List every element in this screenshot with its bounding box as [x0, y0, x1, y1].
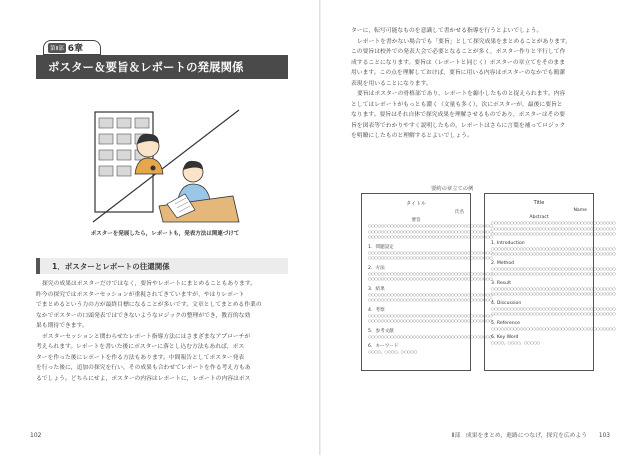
body-line: なります。要旨はそれ自体で探究成果を理解させるものであり，ポスターはその要 [351, 112, 566, 118]
left-body-text [36, 279, 288, 384]
body-line: でまとめるという力の方が最終目標になることが多いです。文章としてまとめる作業の [36, 302, 262, 308]
outline-section-heading: 5．参考文献 [368, 328, 394, 334]
placeholder-line: ○○○○○○○○○○○○○○○○○○○○○○○○○○○○○○○○○○○○○○○ [491, 291, 616, 296]
placeholder-line: ○○○○○○○○○○○○○○○○○○○○○○○○○○○○○○○○○○○○○○○ [491, 311, 616, 316]
outline-section-heading: 4．考察 [368, 307, 385, 313]
left-page-number: 102 [30, 432, 42, 439]
placeholder-line: ○○○○○○○○○○○○○○○○○○○○○○○○○○○○○○○○○○○○○○○ [491, 265, 616, 271]
placeholder-line: ○○○○○○○○○○○○○○○○○○○○○○○○○○○○○○○○○○○○○○○ [368, 249, 493, 255]
outline-author: 氏名 [454, 210, 464, 215]
section-title: 1．ポスターとレポートの往還関係 [52, 261, 170, 271]
running-footer [451, 430, 610, 439]
placeholder-line: ○○○○○○○○○○○○○○○○○○○○○○○○○○○○○○○○○○○○○○○ [368, 318, 493, 323]
left-page [0, 0, 319, 455]
placeholder-line: ○○○○○○○○○○○○○○○○○○○○○○○○○○○○○○○○○○○○○○○ [491, 285, 616, 291]
outline-section-heading: 5. Reference [491, 320, 520, 326]
body-line: 用います。この点を理解しておけば，要旨に用いる内容はポスターのなかでも簡潔 [351, 70, 566, 76]
body-line: 果も期待できます。 [36, 323, 88, 329]
placeholder-line: ○○○○○○○○○○○○○○○○○○○○○○○○○○○○○○○○○○○○○○○ [368, 255, 493, 260]
body-line: 探究の成果はポスターだけではなく，要旨やレポートにまとめることもあります。 [42, 281, 256, 287]
footer-part-text: Ⅱ部 成果をまとめ，進路につなげ，探究を広めよう [451, 433, 588, 439]
chapter-tab [43, 40, 101, 55]
right-body-text [351, 26, 613, 142]
placeholder-line: ○○○○○○○○○○○○○○○○○○○○○○○○○○○○○○○○○○○○○○○ [368, 228, 493, 234]
figure-caption: 要約の章立ての例 [431, 186, 474, 192]
chapter-part-label: 第Ⅱ部 [48, 43, 66, 53]
outline-section-heading: 3．結果 [368, 286, 385, 292]
english-report-outline [484, 193, 616, 371]
students-poster-illustration [93, 110, 239, 222]
body-line: なかでポスターの口頭発表ではできないようなロジックの整理ができ，教育的な効 [36, 312, 251, 319]
outline-section-heading: 6．キーワード [368, 344, 399, 349]
outline-section-heading: 6. Key Word [491, 335, 519, 340]
placeholder-line: ○○○○○○○○○○○○○○○○○○○○○○○○○○○○○○○○○○○○○○○ [491, 251, 616, 256]
placeholder-line: ○○○○○○○○○○○○○○○○○○○○○○○○○○○○○○○○○○○○○○○ [491, 231, 616, 236]
right-page [321, 0, 640, 455]
body-line: 成することになります。要旨は（レポートと同じく）ポスターの章立てをそのまま [351, 59, 566, 66]
outline-section-heading: 2. Method [491, 260, 515, 266]
placeholder-line: ○○○○○○○○○○○○○○○○○○○○○○○○○○○○○○○○○○○○○○○ [368, 291, 493, 297]
placeholder-line: ○○○○○○○○○○○○○○○○○○○○○○○○○○○○○○○○○○○○○○○ [491, 305, 616, 311]
outline-author: Name [573, 208, 587, 213]
body-line: としてはレポートがもっとも濃く（文量も多く），次にポスターが，最後に要旨と [351, 101, 563, 108]
outline-abstract-heading: Abstract [529, 215, 549, 220]
placeholder-line: ○○○○○○○○○○○○○○○○○○○○○○○○○○○○○○○○○○○○○○○ [491, 271, 616, 276]
placeholder-line: ○○○○○○○○○○○○○○○○○○○○○○○○○○○○○○○○○○○○○○○ [368, 297, 493, 302]
placeholder-line: ○○○○○○○○○○○○○○○○○○○○○○○○○○○○○○○○○○○○○○○ [368, 223, 493, 228]
body-line: ターに，転写可能なものを意識して書かせる指導を行うとよいでしょう。 [351, 28, 543, 34]
chapter-title: ポスター＆要旨＆レポートの発展関係 [48, 60, 244, 74]
body-line: 要旨はポスターの骨格部であり，レポートを縮小したものと捉えられます。内容 [357, 91, 566, 97]
right-page-number: 103 [598, 433, 610, 439]
body-line: レポートを書かない場合でも「要旨」として探究成果をまとめることがあります。 [357, 38, 572, 45]
placeholder-line: ○○○○○○○○○○○○○○○○○○○○○○○○○○○○○○○○○○○○○○○ [368, 312, 493, 318]
body-line: を行った後に，追加の探究を行い，その成果も合わせてレポートを作る考え方もあ [36, 365, 251, 371]
body-line: この要旨は校外での発表大会で必要となることが多く，ポスター作りと平行して作 [351, 49, 566, 55]
illustration-caption: ポスターを発展したら，レポートも，発表方法は関連づけて [90, 231, 240, 237]
section-heading [36, 258, 288, 274]
body-line: を明瞭にしたものと理解するとよいでしょう。 [351, 133, 473, 139]
placeholder-line: ○○○○○○○○○○○○○○○○○○○○○○○○○○○○○○○○○○○○○○○ [368, 270, 493, 276]
outline-section-heading: 2．方法 [368, 265, 385, 271]
placeholder-line: ○○○○○○○○○○○○○○○○○○○○○○○○○○○○○○○○○○○○○○○ [368, 276, 493, 281]
outline-title: タイトル [406, 201, 426, 207]
placeholder-line: ○○○○○○○○○○○○○○○○○○○○○○○○○○○○○○○○○○○○○○○ [368, 234, 493, 239]
placeholder-line: ○○○○，○○○○，○○○○○ [368, 349, 417, 354]
outline-section-heading: 4. Discussion [491, 300, 522, 306]
body-line: 旨を図表等でわかりやすく説明したもの，レポートはさらに言葉を補ってロジック [351, 122, 566, 129]
placeholder-line: ○○○○○○○○○○○○○○○○○○○○○○○○○○○○○○○○○○○○○○○ [491, 325, 616, 331]
body-line: 昨今の探究ではポスターセッションが重視されてきていますが，やはりレポート [36, 291, 245, 298]
body-line: ポスターセッションと関わらせたレポート指導方法にはさまざまなアプローチが [42, 333, 251, 340]
outline-title: Title [533, 200, 545, 206]
body-line: るでしょう。どちらにせよ，ポスターの内容はレポートに，レポートの内容はポス [36, 375, 251, 382]
outline-section-heading: 3. Result [491, 280, 512, 286]
body-line: 表現を用いることになります。 [351, 80, 432, 87]
outline-abstract-heading: 要旨 [411, 218, 421, 223]
placeholder-line: ○○○○○○○○○○○○○○○○○○○○○○○○○○○○○○○○○○○○○○○ [491, 220, 616, 225]
body-line: 考えられます。レポートを書いた後にポスターに落とし込む方法もあれば，ポス [36, 344, 245, 350]
outline-section-heading: 1．問題設定 [368, 244, 394, 250]
placeholder-line: ○○○○○○○○○○○○○○○○○○○○○○○○○○○○○○○○○○○○○○○ [491, 245, 616, 251]
body-line: ターを作った後にレポートを作る方法もあります。中間報告としてポスター発表 [36, 354, 245, 361]
placeholder-line: ○○○○，○○○○，○○○○○ [491, 340, 540, 345]
chapter-number-label: 6章 [67, 44, 83, 54]
placeholder-line: ○○○○○○○○○○○○○○○○○○○○○○○○○○○○○○○○○○○○○○○ [368, 333, 493, 339]
placeholder-line: ○○○○○○○○○○○○○○○○○○○○○○○○○○○○○○○○○○○○○○○ [491, 225, 616, 231]
japanese-report-outline [361, 193, 493, 371]
chapter-title-bar [36, 55, 288, 79]
outline-section-heading: 1. Introduction [491, 240, 525, 246]
